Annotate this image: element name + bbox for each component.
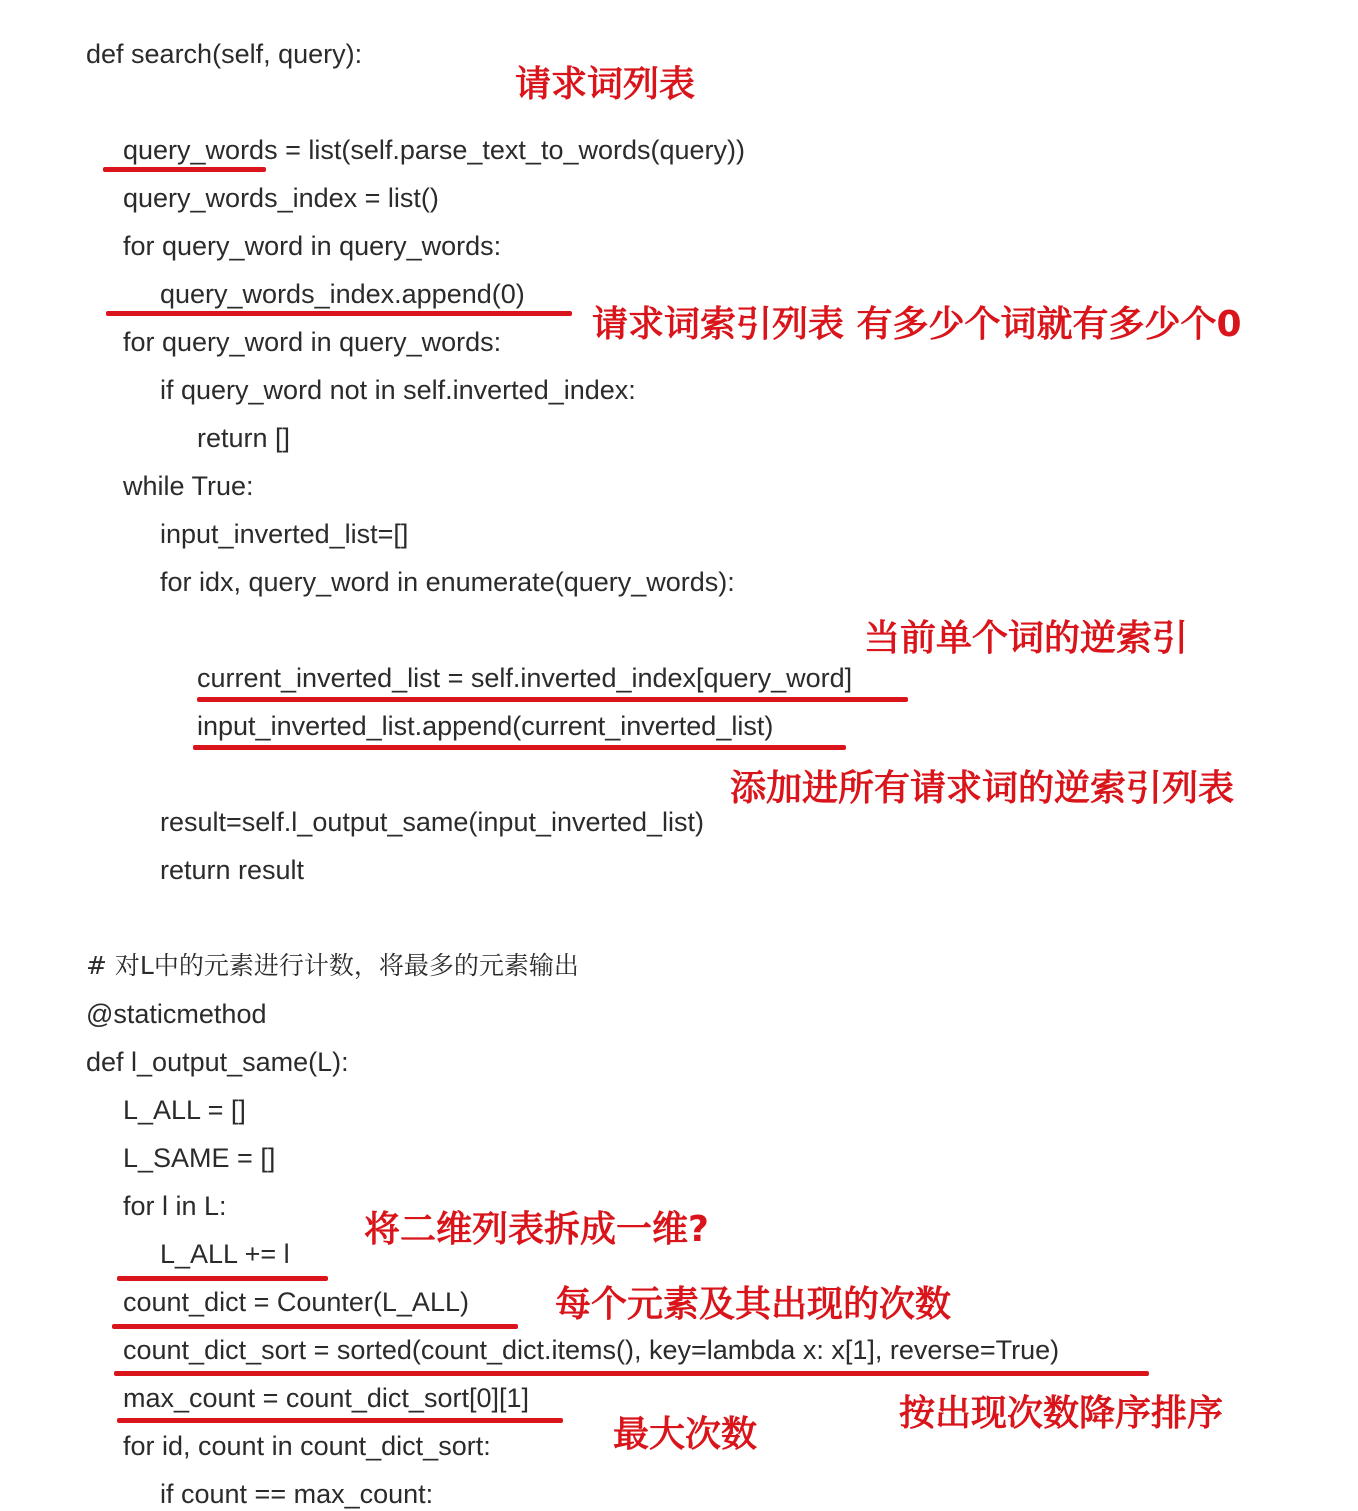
underline-query-words (103, 167, 266, 172)
code-line-query-words-index: query_words_index = list() (123, 183, 439, 213)
underline-count-dict (112, 1324, 518, 1329)
code-line-current-inverted-list: current_inverted_list = self.inverted_index[query_word] (197, 663, 853, 693)
underline-index-append (106, 311, 572, 316)
code-line-for-idx-enumerate: for idx, query_word in enumerate(query_words): (160, 567, 735, 597)
underline-count-dict-sort (114, 1371, 1149, 1376)
annotation-flatten-2d-list: 将二维列表拆成一维? (364, 1209, 709, 1250)
annotation-sort-desc-by-count: 按出现次数降序排序 (899, 1393, 1224, 1434)
code-line-input-inverted-list: input_inverted_list=[] (160, 519, 409, 549)
code-line-for-query-word-1: for query_word in query_words: (123, 231, 502, 261)
annotation-single-word-inverted-index: 当前单个词的逆索引 (864, 618, 1189, 659)
annotation-max-count: 最大次数 (613, 1414, 758, 1455)
code-line-l-same: L_SAME = [] (123, 1143, 276, 1173)
code-line-for-query-word-2: for query_word in query_words: (123, 327, 502, 357)
code-line-count-dict: count_dict = Counter(L_ALL) (123, 1287, 469, 1317)
code-line-l-all: L_ALL = [] (123, 1095, 246, 1125)
code-line-while-true: while True: (123, 471, 254, 501)
code-line-index-append: query_words_index.append(0) (160, 279, 525, 309)
code-line-for-l-in-L: for l in L: (123, 1191, 227, 1221)
code-line-return-empty: return [] (197, 423, 291, 453)
code-line-input-list-append: input_inverted_list.append(current_inverted_list) (197, 711, 774, 741)
code-line-count-dict-sort: count_dict_sort = sorted(count_dict.items(), key=lambda x: x[1], reverse=True) (123, 1335, 1060, 1365)
code-line-staticmethod: @staticmethod (86, 999, 267, 1029)
code-line-def-l-output-same: def l_output_same(L): (86, 1047, 349, 1077)
annotation-query-index-list: 请求词索引列表 有多少个词就有多少个0 (592, 304, 1242, 345)
underline-l-all-add (117, 1276, 328, 1281)
code-line-max-count: max_count = count_dict_sort[0][1] (123, 1383, 529, 1413)
annotation-add-to-all-inverted-lists: 添加进所有请求词的逆索引列表 (730, 768, 1235, 809)
code-line-if-count-max: if count == max_count: (160, 1479, 434, 1509)
underline-max-count (117, 1418, 563, 1423)
code-line-return-result: return result (160, 855, 305, 885)
code-line-result: result=self.l_output_same(input_inverted_list) (160, 807, 705, 837)
annotation-query-word-list: 请求词列表 (515, 64, 696, 105)
code-line-query-words: query_words = list(self.parse_text_to_words(query)) (123, 135, 746, 165)
code-line-if-not-in-index: if query_word not in self.inverted_index: (160, 375, 636, 405)
code-line-for-id-count: for id, count in count_dict_sort: (123, 1431, 491, 1461)
code-line-def-search: def search(self, query): (86, 39, 363, 69)
annotation-element-occurrence-count: 每个元素及其出现的次数 (555, 1284, 952, 1325)
code-line-comment: # 对L中的元素进行计数，将最多的元素输出 (86, 951, 579, 980)
underline-input-list-append (193, 745, 846, 750)
underline-current-inverted-list (197, 697, 908, 702)
code-line-l-all-add: L_ALL += l (160, 1239, 290, 1269)
